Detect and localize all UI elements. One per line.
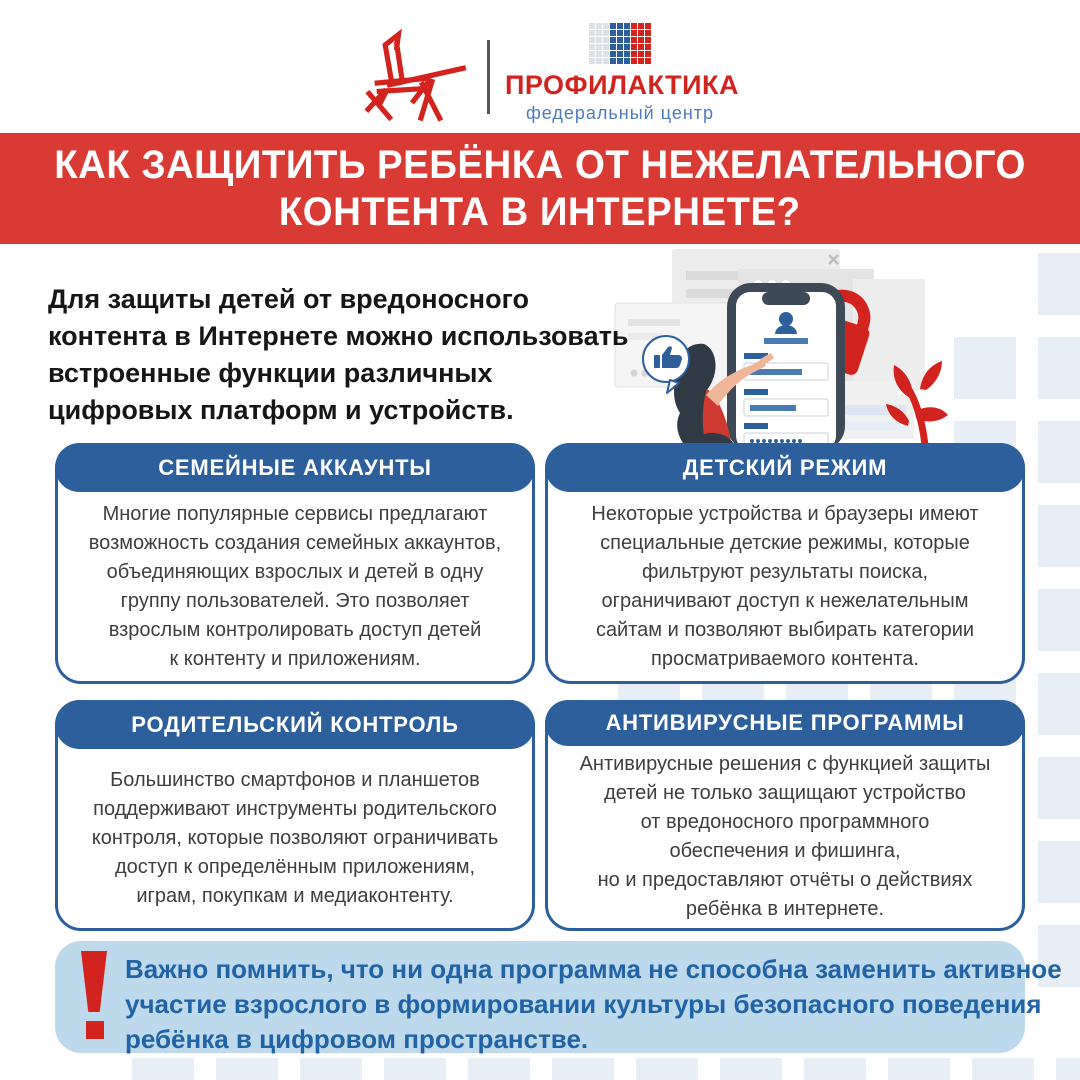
bg-square [1038, 757, 1080, 819]
user-icon [779, 312, 793, 326]
card-text-line: Многие популярные сервисы предлагают [102, 502, 488, 525]
card-text-line: играм, покупкам и медиаконтенту. [136, 885, 454, 907]
card-parental-control [55, 700, 535, 931]
card-body [58, 492, 532, 681]
bg-square [1038, 673, 1080, 735]
bg-square [888, 1058, 950, 1080]
card-text-line: Антивирусные решения с функцией защиты [579, 753, 991, 775]
card-header [545, 700, 1025, 746]
smartphone-login [727, 283, 845, 450]
card-body [58, 749, 532, 928]
bg-square [1038, 505, 1080, 567]
card-text-line: взрослым контролировать доступ детей [108, 618, 482, 641]
card-header [55, 443, 535, 492]
note-text-line: ребёнка в цифровом пространстве. [125, 1024, 589, 1054]
bg-square [1056, 1058, 1080, 1080]
intro-line: Для защиты детей от вредоносного [48, 284, 529, 314]
card-title: СЕМЕЙНЫЕ АККАУНТЫ [158, 454, 432, 480]
card-text-line: Большинство смартфонов и планшетов [110, 769, 480, 791]
pixel-grid-icon [589, 22, 652, 64]
bg-square [216, 1058, 278, 1080]
bg-square [1038, 589, 1080, 651]
logo-title: ПРОФИЛАКТИКА [505, 70, 739, 100]
card-text-line: ограничивают доступ к нежелательным [601, 589, 969, 612]
card-text-line: доступ к определённым приложениям, [114, 856, 476, 878]
card-text-line: возможность создания семейных аккаунтов, [88, 531, 502, 554]
card-text-line: просматриваемого контента. [651, 647, 919, 670]
bg-square [1038, 253, 1080, 315]
card-text-line: детей не только защищают устройство [604, 782, 966, 804]
card-text-line: объединяющих взрослых и детей в одну [106, 560, 484, 583]
card-body [548, 746, 1022, 928]
card-text-line: группу пользователей. Это позволяет [120, 589, 470, 612]
card-text-line: сайтам и позволяют выбирать категории [595, 618, 975, 641]
card-text-line: фильтруют результаты поиска, [641, 560, 929, 583]
card-kids-mode [545, 443, 1025, 684]
card-body [548, 492, 1022, 681]
card-text-line: от вредоносного программного [640, 811, 930, 833]
bg-square [1038, 421, 1080, 483]
note-text-line: Важно помнить, что ни одна программа не способна заменить активное [125, 954, 1062, 984]
card-title: ДЕТСКИЙ РЕЖИМ [682, 454, 888, 480]
intro-line: контента в Интернете можно использовать [48, 321, 629, 351]
card-text-line: но и предоставляют отчёты о действиях [597, 869, 973, 891]
bg-square [1038, 841, 1080, 903]
bg-square [954, 337, 1016, 399]
bg-square [552, 1058, 614, 1080]
exclamation-icon [81, 951, 107, 1012]
bg-square [636, 1058, 698, 1080]
bg-square [720, 1058, 782, 1080]
important-note [55, 941, 1062, 1054]
card-text-line: Некоторые устройства и браузеры имеют [591, 502, 979, 525]
page-title-line: КАК ЗАЩИТИТЬ РЕБЁНКА ОТ НЕЖЕЛАТЕЛЬНОГО [54, 142, 1026, 187]
card-text-line: ребёнка в интернете. [685, 898, 885, 920]
title-banner [0, 133, 1080, 244]
card-family-accounts [55, 443, 535, 684]
card-text-line: к контенту и приложениям. [169, 647, 421, 670]
card-text-line: специальные детские режимы, которые [600, 531, 970, 554]
page-title-line: КОНТЕНТА В ИНТЕРНЕТЕ? [279, 189, 801, 234]
bg-square [468, 1058, 530, 1080]
bg-square [300, 1058, 362, 1080]
profilaktika-logo [505, 22, 739, 124]
card-text-line: поддерживают инструменты родительского [93, 798, 497, 820]
card-title: АНТИВИРУСНЫЕ ПРОГРАММЫ [605, 710, 965, 735]
card-text-line: контроля, которые позволяют ограничивать [91, 827, 499, 849]
card-header [545, 443, 1025, 492]
card-title: РОДИТЕЛЬСКИЙ КОНТРОЛЬ [131, 711, 459, 737]
card-header [55, 700, 535, 749]
card-text-line: обеспечения и фишинга, [669, 840, 901, 862]
illustration-phone-security [610, 243, 960, 450]
intro-line: цифровых платформ и устройств. [48, 395, 514, 425]
exclamation-icon-dot [86, 1021, 104, 1039]
bg-square [384, 1058, 446, 1080]
bg-square [132, 1058, 194, 1080]
intro-line: встроенные функции различных [48, 358, 493, 388]
bg-square [972, 1058, 1034, 1080]
note-text-line: участие взрослого в формировании культуры безопасного поведения [125, 989, 1042, 1019]
note-text [125, 952, 1062, 1057]
card-antivirus [545, 700, 1025, 931]
logo-divider [487, 40, 490, 114]
logo-subtitle: федеральный центр [525, 103, 715, 123]
intro-text [48, 281, 629, 429]
bg-square [1038, 337, 1080, 399]
brand-chair-icon [356, 28, 472, 124]
bg-square [804, 1058, 866, 1080]
